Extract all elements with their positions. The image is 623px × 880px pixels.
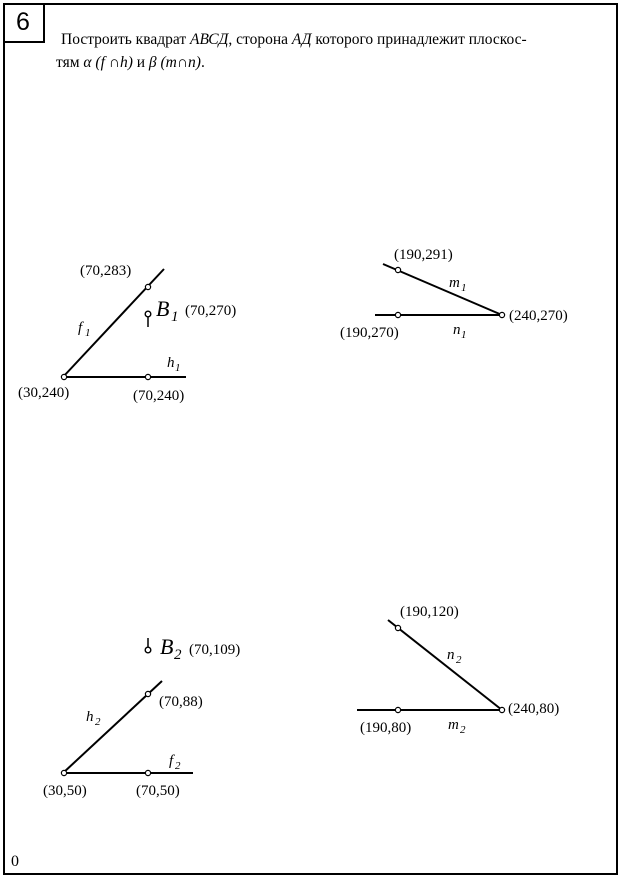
- coord-label: (70,270): [185, 303, 237, 319]
- point-190-80: [395, 707, 400, 712]
- task-text-part: тям: [56, 54, 84, 71]
- point-240-80: [499, 707, 504, 712]
- task-number: 6: [3, 3, 45, 43]
- point-30-50: [61, 770, 66, 775]
- coord-label: (30,240): [18, 385, 70, 401]
- task-text-plane-beta: β (m∩n): [148, 54, 201, 71]
- point-190-270: [395, 312, 400, 317]
- coord-label: (70,109): [189, 642, 241, 658]
- page-number: 0: [11, 853, 19, 870]
- point-b2-label: B: [160, 634, 174, 659]
- alpha-front-group: [18, 263, 236, 404]
- line-label-sub: 1: [175, 362, 181, 374]
- point-190-291: [395, 267, 400, 272]
- point-b1-label: B: [156, 296, 170, 321]
- point-b2-sub: 2: [174, 647, 182, 663]
- task-text-plane-alpha: α (f ∩h): [83, 54, 133, 71]
- task-text-part: и: [132, 54, 149, 71]
- coord-label: (70,50): [136, 783, 180, 799]
- line-label-sub: 1: [85, 327, 91, 339]
- point-240-270: [499, 312, 504, 317]
- point-b1-sub: 1: [171, 309, 179, 325]
- coord-label: (70,283): [80, 263, 132, 279]
- coord-label: (70,240): [133, 388, 185, 404]
- task-text-side: АД: [291, 31, 312, 48]
- beta-top-group: [357, 604, 559, 736]
- line-label-sub: 1: [461, 329, 467, 341]
- line-label-f: f: [78, 320, 83, 336]
- line-label-sub: 2: [456, 654, 462, 666]
- line-n2: [388, 620, 502, 710]
- line-m1: [383, 264, 502, 315]
- line-label-h: h: [167, 355, 175, 371]
- line-label-f: f: [169, 753, 174, 769]
- point-b1: [145, 311, 151, 317]
- line-label-sub: 2: [95, 716, 101, 728]
- task-text-part: которого принадлежит плоскос-: [311, 31, 527, 48]
- coord-label: (190,80): [360, 720, 412, 736]
- point-30-240: [61, 374, 66, 379]
- task-text-part: Построить квадрат: [61, 31, 190, 48]
- coord-label: (190,270): [340, 325, 399, 341]
- line-label-m: m: [448, 717, 459, 733]
- point-70-88: [145, 691, 150, 696]
- line-label-h: h: [86, 709, 94, 725]
- coord-label: (70,88): [159, 694, 203, 710]
- coord-label: (30,50): [43, 783, 87, 799]
- line-label-sub: 1: [461, 282, 467, 294]
- point-70-283: [145, 284, 150, 289]
- line-label-n: n: [447, 647, 455, 663]
- line-label-sub: 2: [460, 724, 466, 736]
- line-label-m: m: [449, 275, 460, 291]
- point-70-240: [145, 374, 150, 379]
- coord-label: (240,80): [508, 701, 560, 717]
- coord-label: (190,120): [400, 604, 459, 620]
- line-label-sub: 2: [175, 760, 181, 772]
- point-190-120: [395, 625, 400, 630]
- line-label-n: n: [453, 322, 461, 338]
- coord-label: (190,291): [394, 247, 453, 263]
- task-text-square: АВСД: [189, 31, 229, 48]
- task-text-part: , сторона: [228, 31, 292, 48]
- beta-front-group: [340, 247, 568, 341]
- point-b2: [145, 647, 151, 653]
- task-text-part: .: [200, 54, 205, 71]
- point-70-50: [145, 770, 150, 775]
- alpha-top-group: [43, 634, 240, 799]
- coord-label: (240,270): [509, 308, 568, 324]
